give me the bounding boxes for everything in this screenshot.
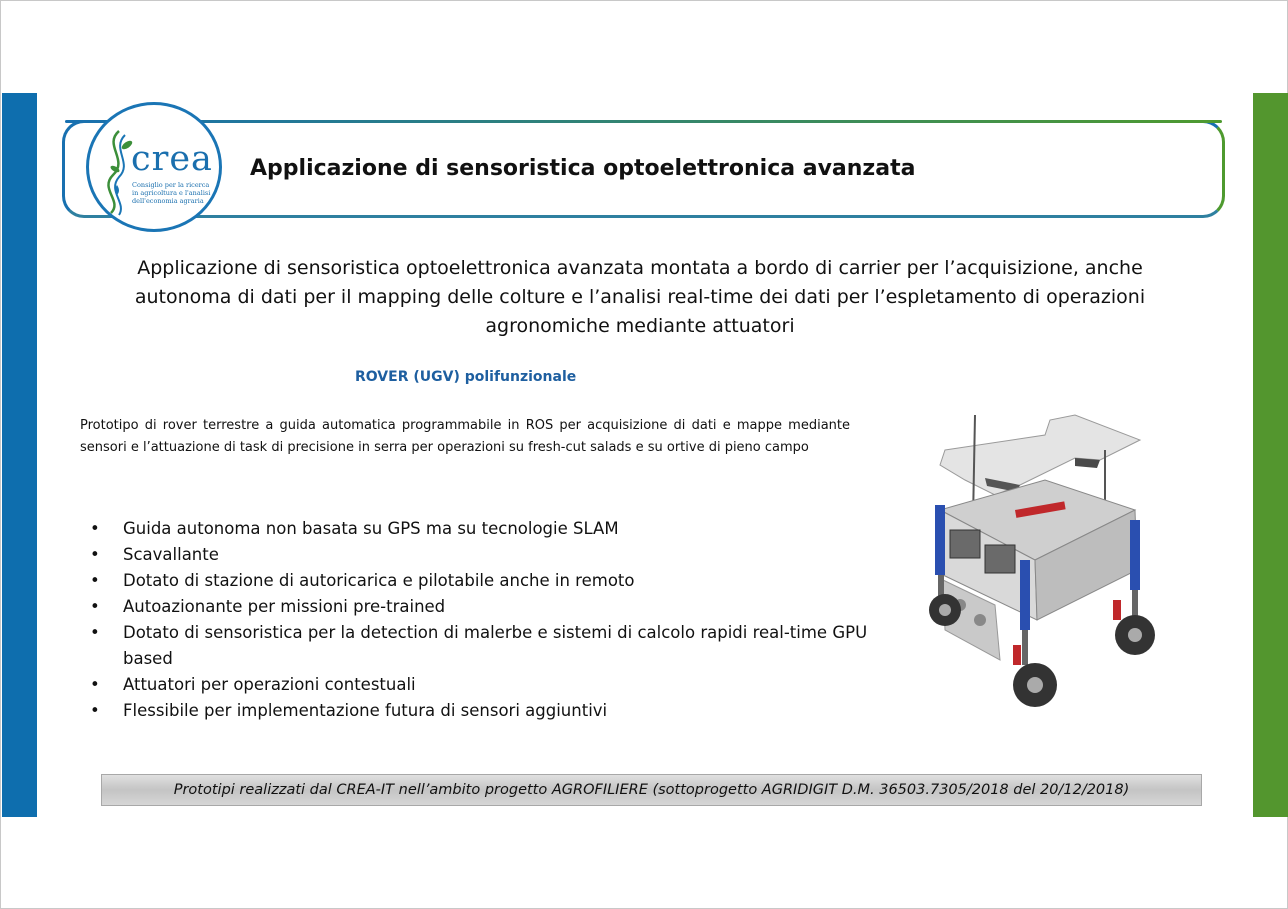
logo-wordmark: crea — [131, 139, 213, 179]
crea-logo — [86, 102, 222, 232]
intro-paragraph: Applicazione di sensoristica optoelettronica avanzata montata a bordo di carrier per l’acquisizione, anche autonoma di dati per il mapping delle colture e l’analisi real-time dei dati per l’espletamento di operazioni agronomiche mediante attuatori — [134, 257, 1146, 337]
list-item: • Guida autonoma non basata su GPS ma su tecnologie SLAM — [90, 519, 619, 538]
page-title: Applicazione di sensoristica optoelettronica avanzata — [250, 156, 916, 181]
list-item: • Attuatori per operazioni contestuali — [90, 675, 416, 694]
list-item: • Autoazionante per missioni pre-trained — [90, 597, 446, 616]
rover-heading: ROVER (UGV) polifunzionale — [355, 369, 577, 385]
feature-list — [90, 516, 870, 724]
list-item: • Dotato di stazione di autoricarica e pilotabile anche in remoto — [90, 571, 635, 590]
footer-credits: Prototipi realizzati dal CREA-IT nell’ambito progetto AGROFILIERE (sottoprogetto AGRIDIGIT D.M. 36503.7305/2018 del 20/12/2018) — [101, 774, 1202, 806]
right-accent-bar — [1253, 93, 1288, 817]
list-item: • Scavallante — [90, 545, 219, 564]
logo-subtitle: Consiglio per la ricerca in agricoltura e l'analisi dell'economia agraria — [132, 181, 211, 205]
left-accent-bar — [2, 93, 37, 817]
list-item: • Flessibile per implementazione futura di sensori aggiuntivi — [90, 701, 608, 720]
rover-illustration — [925, 410, 1180, 710]
list-item: • Dotato di sensoristica per la detection di malerbe e sistemi di calcolo rapidi real-time GPU based — [90, 623, 868, 668]
rover-description: Prototipo di rover terrestre a guida automatica programmabile in ROS per acquisizione di dati e mappe mediante sensori e l’attuazione di task di precisione in serra per operazioni su fresh-cut salads e su ortive di pieno campo — [80, 418, 850, 455]
